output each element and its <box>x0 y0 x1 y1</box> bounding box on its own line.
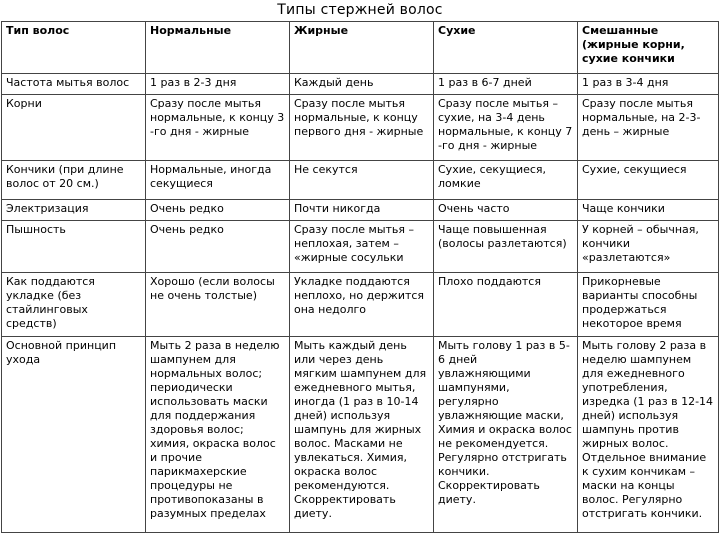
table-cell: Сухие, секущиеся, ломкие <box>434 161 578 200</box>
row-label: Корни <box>2 95 146 161</box>
table-cell: У корней – обычная, кончики «разлетаются» <box>578 221 719 273</box>
row-label: Как поддаются укладке (без стайлинговых средств) <box>2 273 146 337</box>
column-header: Смешанные (жирные корни, сухие кончики <box>578 22 719 74</box>
table-cell: Очень часто <box>434 200 578 221</box>
column-header: Сухие <box>434 22 578 74</box>
table-cell: Очень редко <box>146 221 290 273</box>
table-cell: Чаще кончики <box>578 200 719 221</box>
table-cell: 1 раз в 6-7 дней <box>434 74 578 95</box>
hair-types-table <box>1 21 719 533</box>
table-row <box>2 200 719 221</box>
table-row <box>2 161 719 200</box>
table-cell: Мыть голову 2 раза в неделю шампунем для ежедневного употребления, изредка (1 раз в 12-14 дней) используя шампунь против жирных волос. Отдельное внимание к сухим кончикам – маски на концы волос. Регулярно отстригать кончики. <box>578 337 719 533</box>
table-cell: Каждый день <box>290 74 434 95</box>
table-cell: Не секутся <box>290 161 434 200</box>
row-label: Пышность <box>2 221 146 273</box>
table-cell: 1 раз в 3-4 дня <box>578 74 719 95</box>
table-cell: Сразу после мытья нормальные, на 2-3-день – жирные <box>578 95 719 161</box>
column-header: Жирные <box>290 22 434 74</box>
row-label: Кончики (при длине волос от 20 см.) <box>2 161 146 200</box>
table-cell: Сухие, секущиеся <box>578 161 719 200</box>
table-row <box>2 221 719 273</box>
table-cell: Сразу после мытья – неплохая, затем – «жирные сосульки <box>290 221 434 273</box>
table-cell: Сразу после мытья – сухие, на 3-4 день нормальные, к концу 7 -го дня - жирные <box>434 95 578 161</box>
table-cell: Чаще повышенная (волосы разлетаются) <box>434 221 578 273</box>
column-header: Нормальные <box>146 22 290 74</box>
table-header-row <box>2 22 719 74</box>
table-cell: Нормальные, иногда секущиеся <box>146 161 290 200</box>
page-title: Типы стержней волос <box>277 2 443 18</box>
table-row <box>2 273 719 337</box>
table-cell: Плохо поддаются <box>434 273 578 337</box>
table-row <box>2 95 719 161</box>
table-cell: Мыть голову 1 раз в 5-6 дней увлажняющими шампунями, регулярно увлажняющие маски, Химия и окраска волос не рекомендуется. Регулярно отстригать кончики. Скорректировать диету. <box>434 337 578 533</box>
table-cell: Прикорневые варианты способны продержаться некоторое время <box>578 273 719 337</box>
table-cell: Укладке поддаются неплохо, но держится она недолго <box>290 273 434 337</box>
table-cell: Очень редко <box>146 200 290 221</box>
row-label: Частота мытья волос <box>2 74 146 95</box>
table-row <box>2 74 719 95</box>
table-row <box>2 337 719 533</box>
table-cell: Почти никогда <box>290 200 434 221</box>
table-cell: Мыть каждый день или через день мягким шампунем для ежедневного мытья, иногда (1 раз в 10-14 дней) используя шампунь для жирных волос. Масками не увлекаться. Химия, окраска волос рекомендуются. Скорректировать диету. <box>290 337 434 533</box>
table-cell: Сразу после мытья нормальные, к концу первого дня - жирные <box>290 95 434 161</box>
row-label: Электризация <box>2 200 146 221</box>
table-cell: Мыть 2 раза в неделю шампунем для нормальных волос; периодически использовать маски для поддержания здоровья волос; химия, окраска волос и прочие парикмахерские процедуры не противопоказаны в разумных пределах <box>146 337 290 533</box>
table-cell: 1 раз в 2-3 дня <box>146 74 290 95</box>
table-cell: Хорошо (если волосы не очень толстые) <box>146 273 290 337</box>
row-label: Основной принцип ухода <box>2 337 146 533</box>
table-cell: Сразу после мытья нормальные, к концу 3 -го дня - жирные <box>146 95 290 161</box>
column-header: Тип волос <box>2 22 146 74</box>
